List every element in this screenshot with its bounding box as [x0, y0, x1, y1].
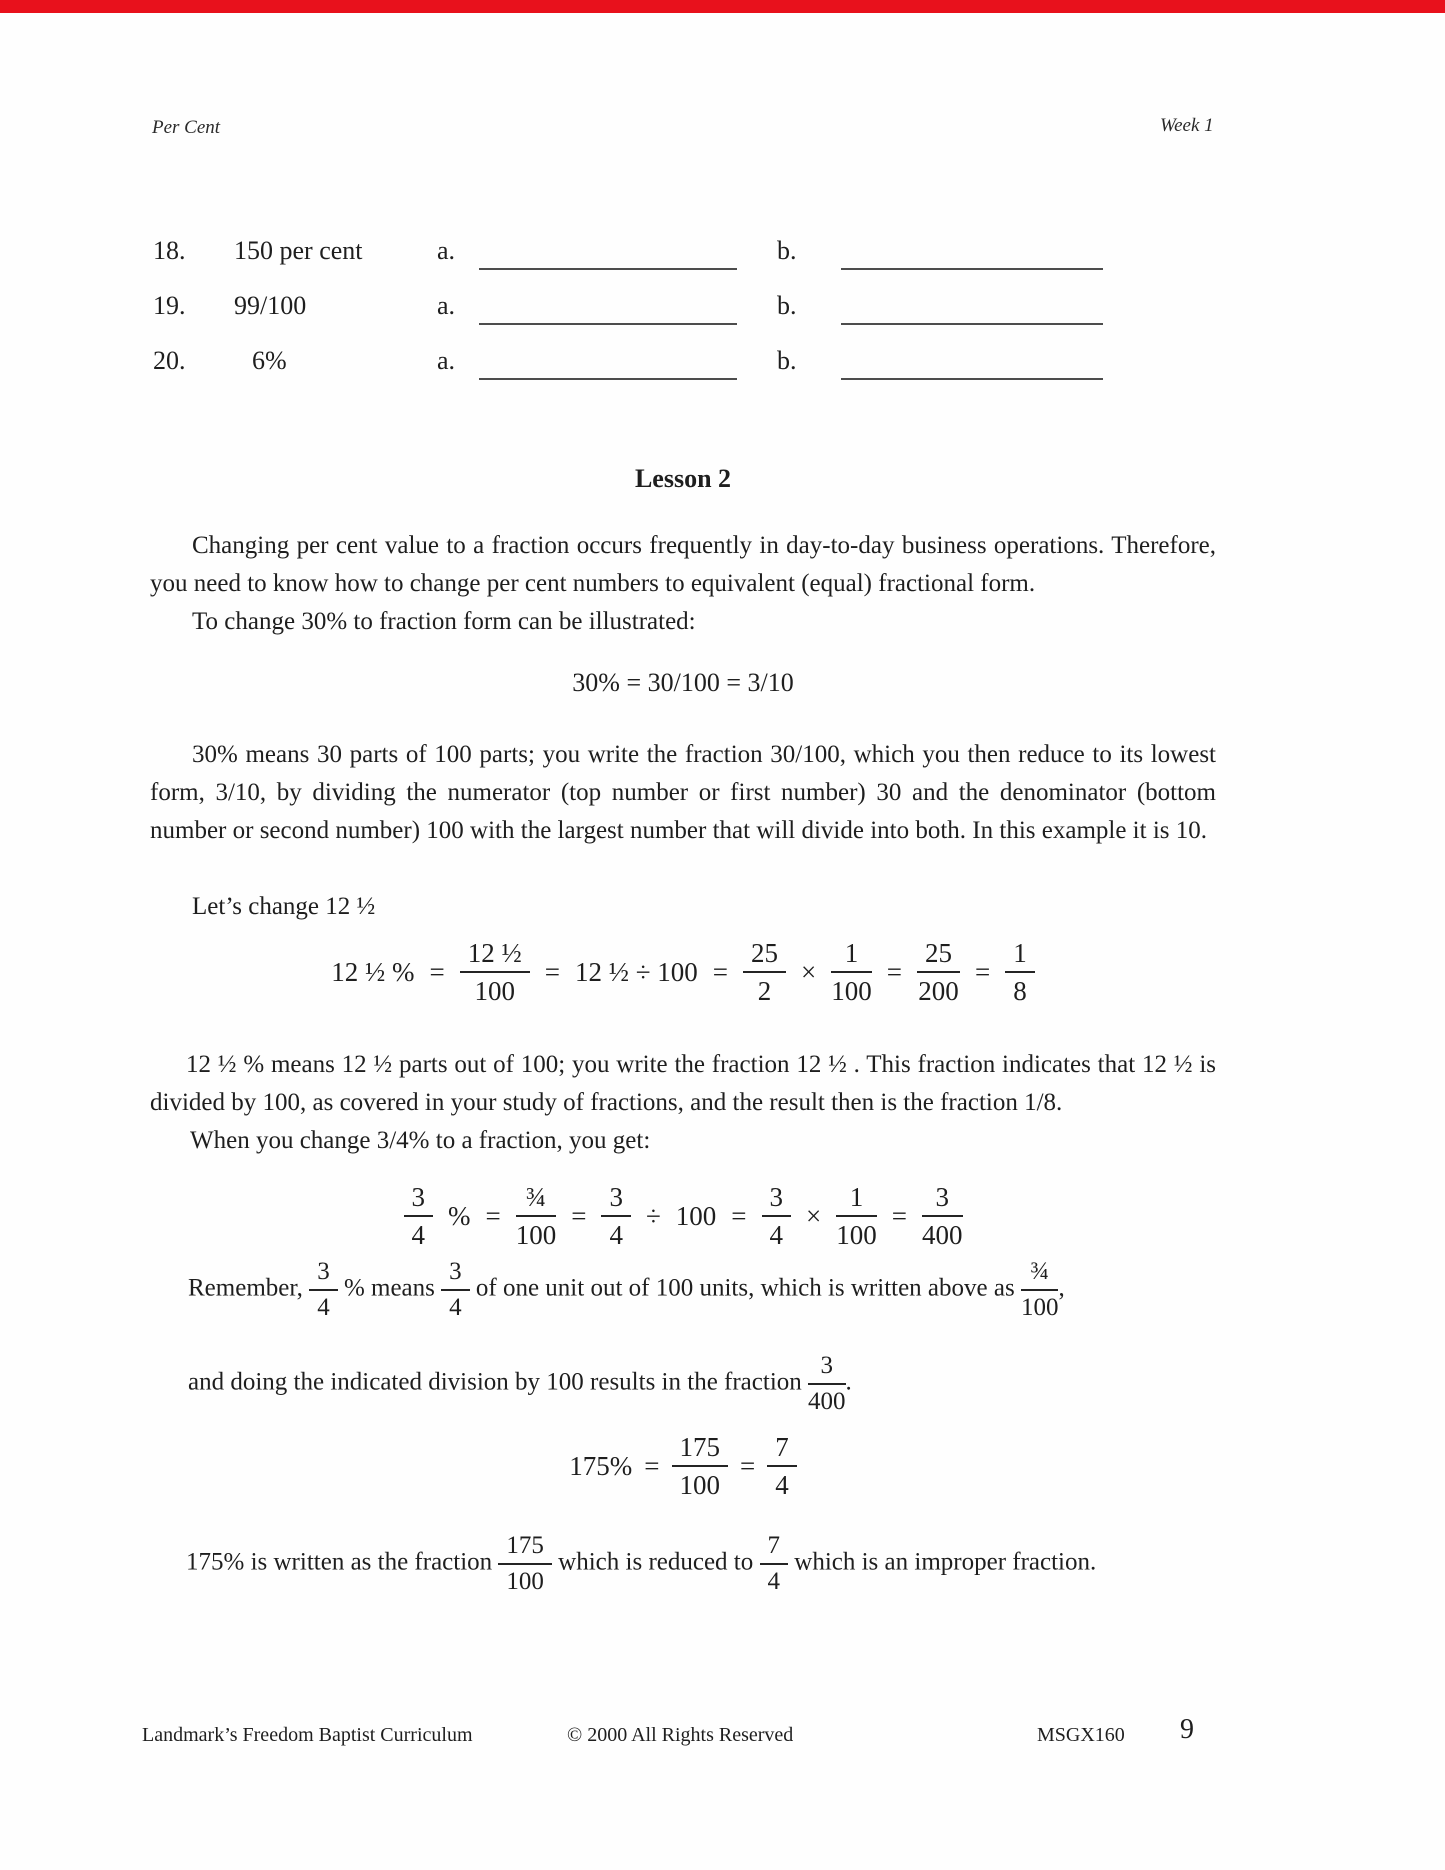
exercise-row-20	[0, 346, 1445, 386]
item-value: 150 per cent	[234, 236, 363, 265]
paragraph-12half-explained: 12 ½ % means 12 ½ parts out of 100; you write the fraction 12 ½ . This fraction indicates that 12 ½ is divided by 100, as covered in your study of fractions, and the result then is the fraction 1/8.	[150, 1051, 1216, 1116]
label-b: b.	[777, 346, 797, 375]
fraction-denominator: 4	[769, 1220, 784, 1251]
text-run: which is reduced to	[558, 1548, 754, 1576]
item-number: 20.	[153, 346, 186, 375]
fraction-numerator: ¾	[1021, 1258, 1059, 1291]
paragraph-remember-line2	[188, 1352, 1228, 1416]
label-b: b.	[777, 236, 797, 265]
text-run: and doing the indicated division by 100 results in the fraction	[188, 1368, 802, 1396]
footer-publisher: Landmark’s Freedom Baptist Curriculum	[142, 1724, 473, 1746]
item-value: 6%	[252, 346, 287, 375]
text-run: % means	[343, 1274, 435, 1302]
label-a: a.	[437, 346, 456, 375]
fraction-numerator: ¾	[516, 1182, 557, 1217]
fraction-denominator: 100	[836, 1220, 877, 1251]
footer-page-number: 9	[1180, 1714, 1194, 1745]
paragraph-intro-lastline: To change 30% to fraction form can be illustrated:	[192, 608, 696, 635]
eq-term: 175%	[569, 1450, 633, 1481]
equals-sign: =	[886, 956, 902, 987]
times-sign: ×	[806, 1200, 822, 1231]
exercise-row-19	[0, 291, 1445, 331]
divide-sign: ÷	[645, 1200, 661, 1231]
label-a: a.	[437, 291, 456, 320]
item-number: 19.	[153, 291, 186, 320]
answer-blank-b	[841, 236, 1103, 270]
equals-sign: =	[975, 956, 991, 987]
fraction-denominator: 100	[506, 1568, 544, 1595]
text-run: ,	[1058, 1274, 1065, 1302]
equals-sign: =	[485, 1200, 501, 1231]
answer-blank-a	[479, 236, 737, 270]
fraction-denominator: 100	[831, 976, 872, 1007]
paragraph-when-change: When you change 3/4% to a fraction, you get:	[190, 1127, 651, 1154]
answer-blank-a	[479, 346, 737, 380]
fraction	[309, 1258, 338, 1322]
fraction	[1021, 1258, 1059, 1322]
fraction	[762, 1182, 792, 1250]
fraction-denominator: 4	[775, 1470, 789, 1501]
scan-edge-red-bar	[0, 0, 1445, 13]
fraction-denominator: 4	[767, 1568, 781, 1595]
equals-sign: =	[429, 956, 445, 987]
fraction	[760, 1532, 789, 1596]
text-run: of one unit out of 100 units, which is written above as	[475, 1274, 1015, 1302]
fraction-denominator: 100	[515, 1220, 557, 1251]
fraction	[404, 1182, 434, 1250]
fraction-denominator: 4	[411, 1220, 425, 1251]
fraction-numerator: 12 ½	[460, 938, 530, 973]
fraction-numerator: 3	[922, 1182, 963, 1217]
equation-175-percent	[150, 1432, 1216, 1500]
fraction	[1005, 938, 1035, 1006]
equation-12half-percent	[150, 938, 1216, 1006]
exercise-row-18	[0, 236, 1445, 276]
fraction-numerator: 3	[762, 1182, 792, 1217]
fraction-denominator: 4	[449, 1294, 462, 1321]
fraction	[922, 1182, 963, 1250]
fraction-denominator: 100	[1020, 1294, 1059, 1321]
answer-blank-a	[479, 291, 737, 325]
lesson-heading: Lesson 2	[634, 464, 732, 493]
label-a: a.	[437, 236, 456, 265]
fraction	[917, 938, 960, 1006]
eq-term: 12 ½ ÷ 100	[574, 956, 698, 987]
eq-term: 12 ½ %	[331, 956, 415, 987]
fraction-numerator: 7	[760, 1532, 789, 1565]
fraction-numerator: 3	[309, 1258, 338, 1291]
equals-sign: =	[891, 1200, 907, 1231]
header-chapter-title: Per Cent	[152, 117, 221, 138]
paragraph-30pct-explained: 30% means 30 parts of 100 parts; you write the fraction 30/100, which you then reduce to its lowest form, 3/10, by dividing the numerator (top number or first number) 30 and the denominator (bottom number or second number) 100 with the largest number that will divide into both. In this example it is 10.	[150, 741, 1216, 844]
text-run: which is an improper fraction.	[794, 1548, 1097, 1576]
footer-course-code: MSGX160	[1037, 1724, 1125, 1746]
item-number: 18.	[153, 236, 186, 265]
fraction-numerator: 1	[836, 1182, 877, 1217]
fraction-denominator: 2	[757, 976, 772, 1007]
fraction-denominator: 100	[474, 976, 515, 1007]
footer-copyright: © 2000 All Rights Reserved	[567, 1724, 794, 1746]
fraction	[498, 1532, 552, 1596]
eq-term: 100	[675, 1200, 717, 1231]
text-run: 175% is written as the fraction	[186, 1548, 493, 1576]
fraction	[831, 938, 872, 1006]
fraction	[460, 938, 530, 1006]
fraction-denominator: 4	[609, 1220, 623, 1251]
answer-blank-b	[841, 346, 1103, 380]
fraction-denominator: 400	[808, 1388, 846, 1415]
fraction	[601, 1182, 631, 1250]
fraction-numerator: 25	[743, 938, 786, 973]
label-b: b.	[777, 291, 797, 320]
item-value: 99/100	[234, 291, 307, 320]
fraction-numerator: 3	[808, 1352, 846, 1385]
equals-sign: =	[544, 956, 560, 987]
fraction	[808, 1352, 846, 1416]
fraction-numerator: 3	[601, 1182, 631, 1217]
fraction-denominator: 400	[922, 1220, 963, 1251]
fraction-numerator: 1	[1005, 938, 1035, 973]
fraction-numerator: 25	[917, 938, 960, 973]
paragraph-175-explained	[186, 1532, 1266, 1596]
fraction-numerator: 1	[831, 938, 872, 973]
fraction-numerator: 175	[498, 1532, 552, 1565]
equals-sign: =	[731, 1200, 747, 1231]
equals-sign: =	[712, 956, 729, 987]
answer-blank-b	[841, 291, 1103, 325]
fraction-numerator: 3	[404, 1182, 434, 1217]
fraction	[516, 1182, 557, 1250]
fraction-denominator: 8	[1013, 976, 1027, 1007]
equals-sign: =	[644, 1450, 660, 1481]
fraction	[743, 938, 786, 1006]
percent-sign: %	[448, 1200, 471, 1231]
fraction-numerator: 175	[672, 1432, 729, 1467]
fraction	[836, 1182, 877, 1250]
header-week-label: Week 1	[1160, 115, 1214, 136]
paragraph-lets-change: Let’s change 12 ½	[192, 893, 376, 920]
display-equation-30pct: 30% = 30/100 = 3/10	[572, 668, 794, 697]
paragraph-remember-line1	[188, 1258, 1228, 1322]
fraction	[767, 1432, 797, 1500]
fraction-numerator: 7	[767, 1432, 797, 1467]
equals-sign: =	[740, 1450, 756, 1481]
times-sign: ×	[801, 956, 817, 987]
equals-sign: =	[571, 1200, 587, 1231]
fraction	[672, 1432, 729, 1500]
equation-three-quarter-percent	[150, 1182, 1216, 1250]
fraction-denominator: 200	[918, 976, 959, 1007]
fraction	[441, 1258, 470, 1322]
paragraph-intro: Changing per cent value to a fraction occurs frequently in day-to-day business operations. Therefore, you need to know how to change per cent numbers to equivalent (equal) fractional form.	[150, 532, 1216, 597]
fraction-denominator: 4	[317, 1294, 330, 1321]
fraction-denominator: 100	[679, 1470, 720, 1501]
text-run: .	[845, 1368, 852, 1396]
text-run: Remember,	[188, 1274, 303, 1302]
fraction-numerator: 3	[441, 1258, 470, 1291]
